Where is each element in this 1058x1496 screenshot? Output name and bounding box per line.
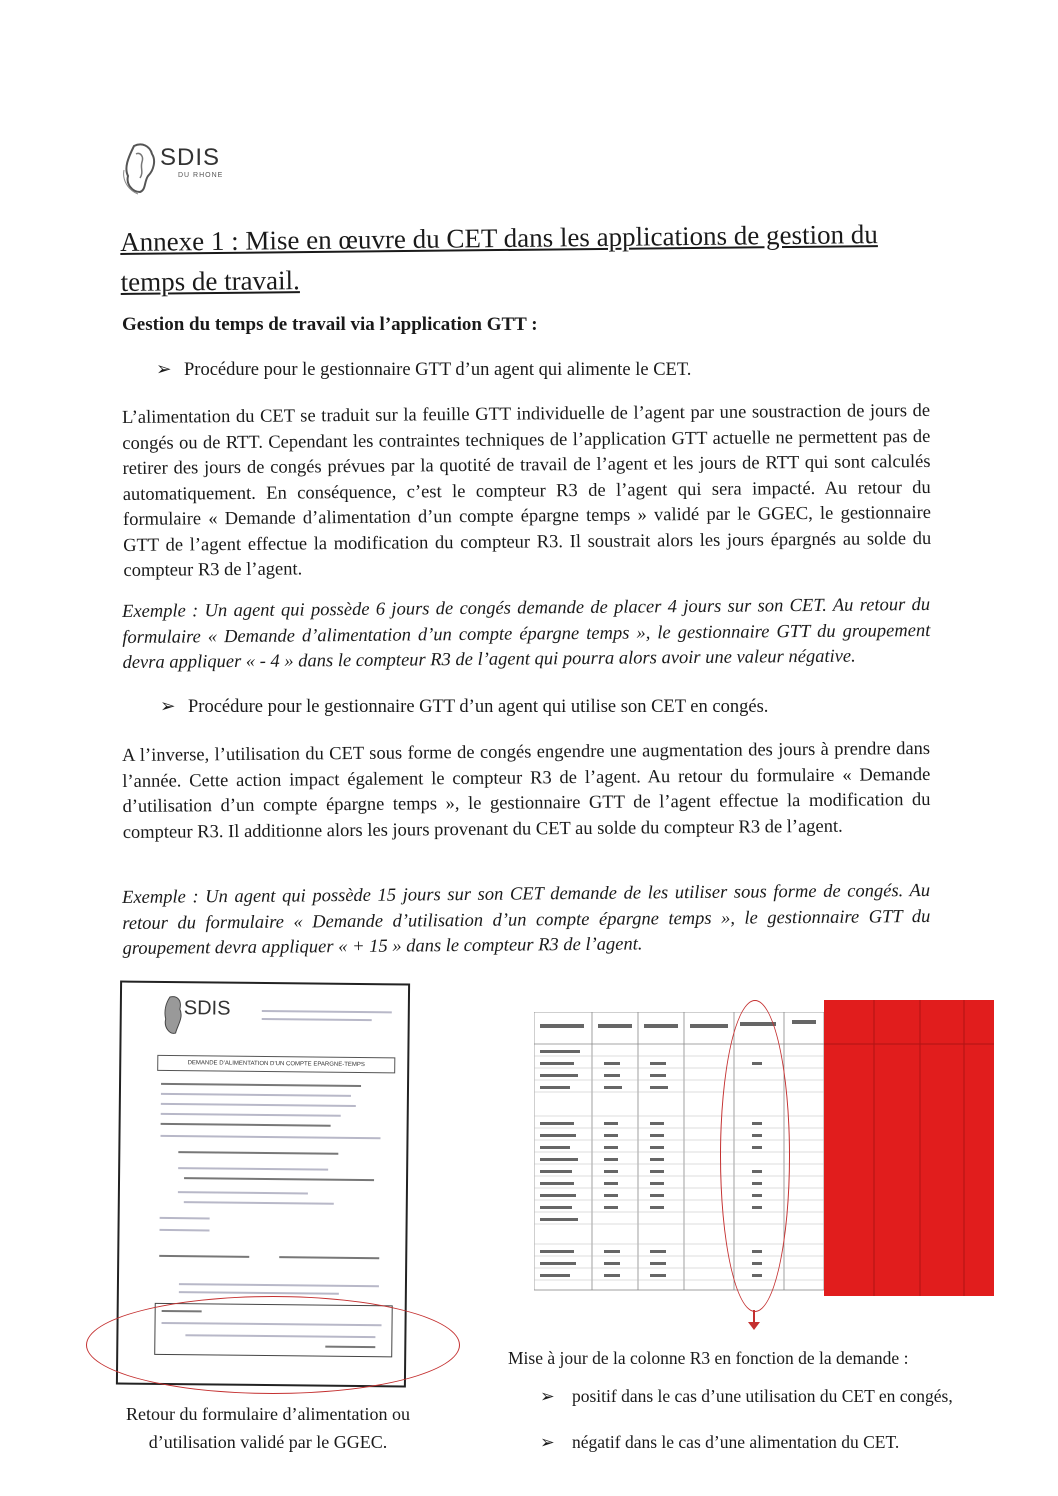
bullet-text: négatif dans le cas d’une alimentation du CET. (572, 1432, 900, 1452)
arrow-bullet-icon: ➢ (156, 360, 172, 380)
example-alimentation: Exemple : Un agent qui possède 6 jours de congés demande de placer 4 jours sur son CET. Au retour du formulaire « Demande d’alimentation d’un compte épargne temps », le gestionnaire GTT du groupement devra appliquer « - 4 » dans le compteur R3 de l’agent qui pourra alors avoir une valeur négative. (122, 594, 931, 673)
sdis-logo (120, 140, 240, 200)
r3-bullet-negative (540, 1432, 899, 1453)
example-utilisation: Exemple : Un agent qui possède 15 jours sur son CET demande de les utiliser sous forme de congés. Au retour du formulaire « Demande d’utilisation d’un compte épargne temps », le gestionnaire GTT du groupement devra appliquer « + 15 » dans le compteur R3 de l’agent. (122, 880, 931, 959)
bullet-item-1 (156, 359, 691, 381)
arrow-bullet-icon: ➢ (540, 1386, 555, 1406)
caption-form: Retour du formulaire d’alimentation ou d’utilisation validé par le GGEC. (126, 1404, 410, 1452)
paragraph-alimentation: L’alimentation du CET se traduit sur la feuille GTT individuelle de l’agent par une soustraction de jours de congés ou de RTT. Cependant les contraintes techniques de l’application GTT actuelle ne permettent pas de retirer des jours de congés prévues par la quotité de travail de l’agent et les jours de RTT qui sont calculés automatiquement. En conséquence, c’est le compteur R3 de l’agent qui sera impacté. Au retour du formulaire « Demande d’alimentation d’un compte épargne temps » validé par le GGEC, le gestionnaire GTT de l’agent effectue la modification du compteur R3. Il soustrait alors les jours épargnés au solde du compteur R3 de l’agent. (122, 400, 932, 581)
bullet-item-2 (160, 696, 768, 718)
red-block-grid (824, 1000, 994, 1296)
caption-table: Mise à jour de la colonne R3 en fonction de la demande : (508, 1348, 909, 1368)
section-heading: Gestion du temps de travail via l’application GTT : (122, 314, 538, 335)
arrow-bullet-icon: ➢ (160, 697, 176, 717)
form-logo-text: SDIS (183, 997, 231, 1020)
bullet-text: Procédure pour le gestionnaire GTT d’un agent qui alimente le CET. (184, 360, 692, 380)
highlight-ellipse-r3-column (720, 1000, 790, 1312)
form-heading: DEMANDE D’ALIMENTATION D’UN COMPTE EPARGNE-TEMPS (157, 1055, 395, 1073)
r3-bullet-positive (540, 1386, 953, 1407)
logo-name: SDIS (160, 144, 221, 171)
arrow-bullet-icon: ➢ (540, 1432, 555, 1452)
paragraph-utilisation: A l’inverse, l’utilisation du CET sous forme de congés engendre une augmentation des jours à prendre dans l’année. Cette action impact également le compteur R3 de l’agent. Au retour du formulaire « Demande d’utilisation d’un compte épargne temps », le gestionnaire GTT de l’agent effectue la modification du compteur R3. Il additionne alors les jours provenant du CET au solde du compteur R3 de l’agent. (122, 738, 931, 843)
form-logo (161, 993, 242, 1044)
highlight-ellipse-form (86, 1296, 460, 1394)
red-highlight-block (824, 1000, 994, 1296)
page-title: Annexe 1 : Mise en œuvre du CET dans les applications de gestion du temps de travail. (120, 219, 878, 297)
bullet-text: positif dans le cas d’une utilisation du CET en congés, (572, 1386, 953, 1406)
arrow-head-icon (748, 1322, 760, 1330)
logo-subtitle: DU RHONE (178, 172, 224, 179)
bullet-text: Procédure pour le gestionnaire GTT d’un agent qui utilise son CET en congés. (188, 697, 769, 717)
